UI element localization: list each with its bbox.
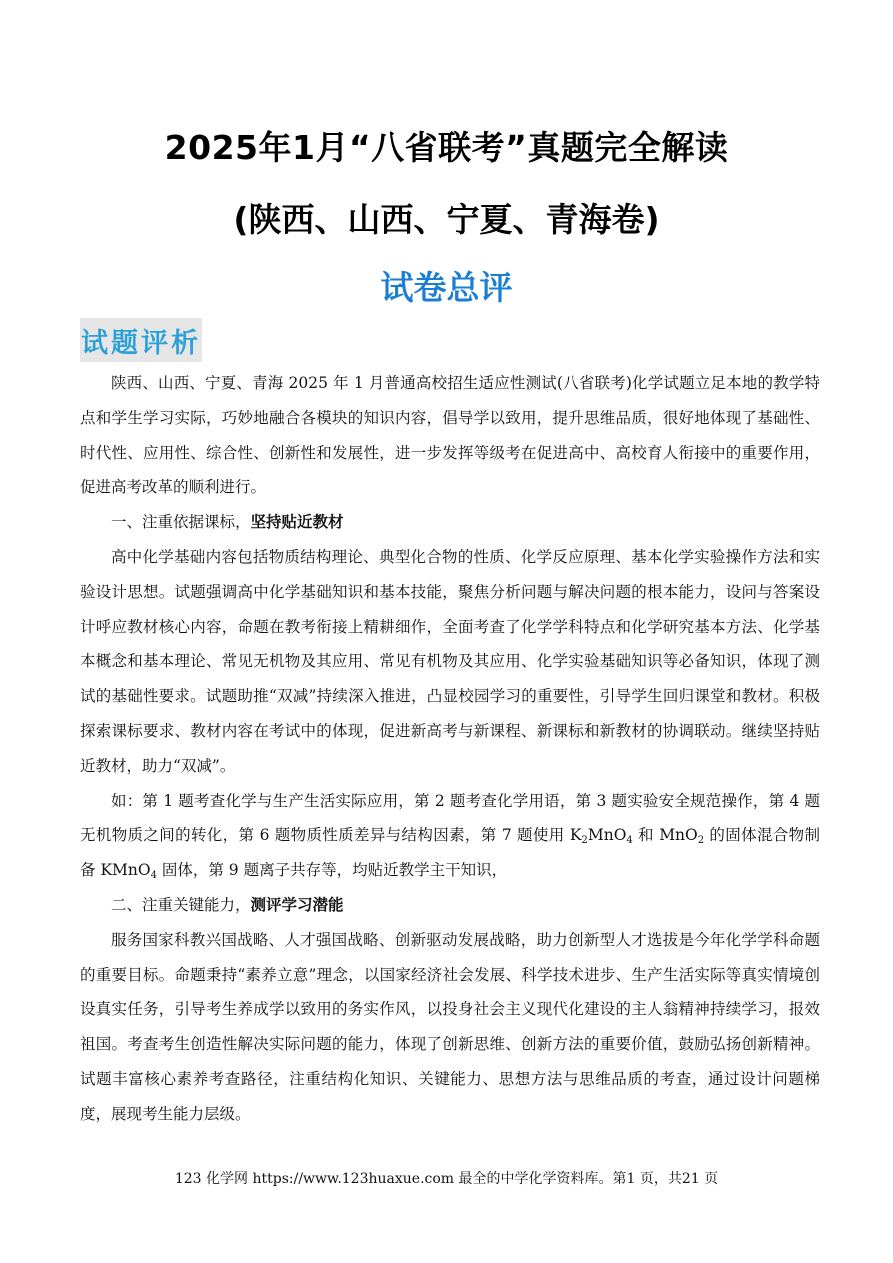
- section-one-bold: 坚持贴近教材: [250, 512, 344, 532]
- section-one-heading: [80, 505, 820, 540]
- section-two-bold: 测评学习潜能: [250, 894, 344, 914]
- section-one-example: [80, 784, 820, 888]
- example-text-a: 如：第 1 题考查化学与生产生活实际应用，第 2 题考查化学用语，第 3 题实验安全规范操作，第 4 题无机物质之间的转化，第 6 题物质性质差异与结构因素，第 7 题使用: [80, 791, 820, 845]
- section-heading: 试卷总评: [380, 268, 513, 307]
- section-two-heading: [80, 888, 820, 923]
- formula-k2mno4: $K_2MnO_4$: [569, 826, 633, 847]
- example-text-b: 和: [632, 826, 660, 845]
- section-badge: [80, 318, 202, 362]
- formula-kmno4: KMnO$_4$: [100, 861, 157, 882]
- formula-mno2: MnO$_2$: [659, 826, 705, 847]
- document-body: [80, 366, 820, 1132]
- intro-paragraph: 陕西、山西、宁夏、青海 2025 年 1 月普通高校招生适应性测试(八省联考)化学试题立足本地的教学特点和学生学习实际，巧妙地融合各模块的知识内容，倡导学以致用，提升思维品质，很好地体现了基础性、时代性、应用性、综合性、创新性和发展性，进一步发挥等级考在促进高中、高校育人衔接中的重要作用，促进高考改革的顺利进行。: [80, 374, 820, 497]
- example-text-d: 固体，第 9 题离子共存等，均贴近教学主干知识，: [156, 861, 508, 880]
- example-text-c: 的固体混合物制备: [80, 826, 820, 880]
- section-two-prefix: 二、注重关键能力，: [111, 895, 251, 914]
- section-two-body: 服务国家科教兴国战略、人才强国战略、创新驱动发展战略，助力创新型人才选拔是今年化学学科命题的重要目标。命题秉持“素养立意”理念，以国家经济社会发展、科学技术进步、生产生活实际等真实情境创设真实任务，引导考生养成学以致用的务实作风，以投身社会主义现代化建设的主人翁精神持续学习，报效祖国。考查考生创造性解决实际问题的能力，体现了创新思维、创新方法的重要价值，鼓励弘扬创新精神。试题丰富核心素养考查路径，注重结构化知识、关键能力、思想方法与思维品质的考查，通过设计问题梯度，展现考生能力层级。: [80, 930, 820, 1123]
- page-footer: 123 化学网 https://www.123huaxue.com 最全的中学化学资料库。第1 页，共21 页: [174, 1171, 719, 1187]
- document-subtitle: (陕西、山西、宁夏、青海卷): [233, 200, 660, 239]
- section-one-body: 高中化学基础内容包括物质结构理论、典型化合物的性质、化学反应原理、基本化学实验操作方法和实验设计思想。试题强调高中化学基础知识和基本技能，聚焦分析问题与解决问题的根本能力，设问与答案设计呼应教材核心内容，命题在教考衔接上精耕细作，全面考查了化学学科特点和化学研究基本方法、化学基本概念和基本理论、常见无机物及其应用、常见有机物及其应用、化学实验基础知识等必备知识，体现了测试的基础性要求。试题助推“双减”持续深入推进，凸显校园学习的重要性，引导学生回归课堂和教材。积极探索课标要求、教材内容在考试中的体现，促进新高考与新课程、新课标和新教材的协调联动。继续坚持贴近教材，助力“双减”。: [80, 547, 820, 775]
- section-badge-label: 试题评析: [81, 327, 201, 359]
- section-one-prefix: 一、注重依据课标，: [111, 513, 251, 532]
- document-title: 2025年1月“八省联考”真题完全解读: [164, 128, 729, 167]
